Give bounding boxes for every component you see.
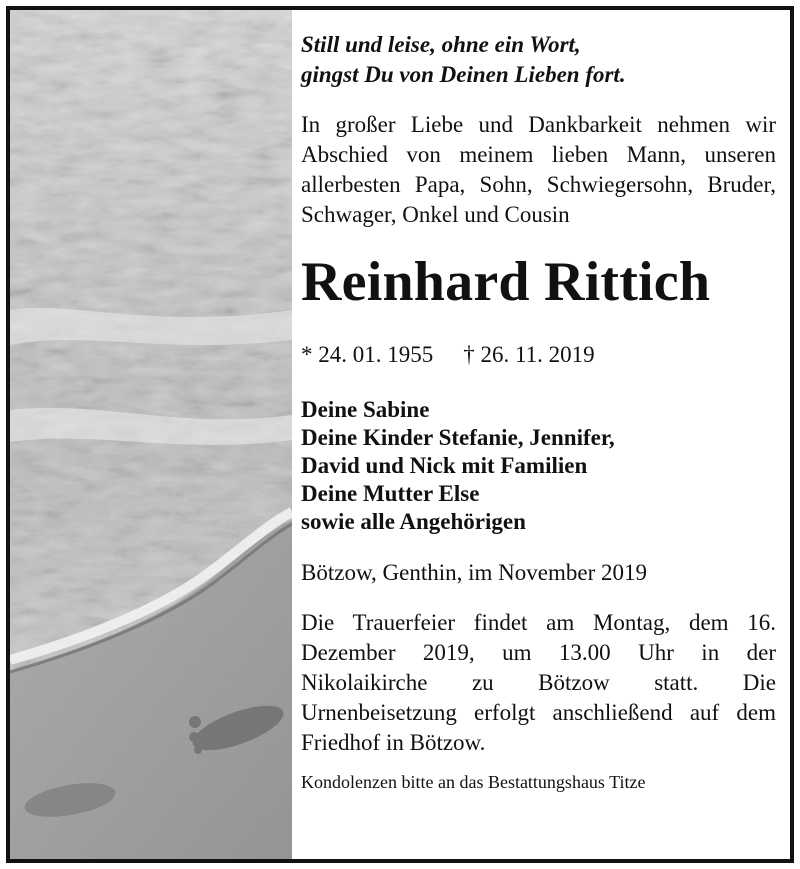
- mourner-line: Deine Mutter Else: [301, 481, 480, 506]
- life-dates: [301, 340, 776, 370]
- condolence-note: Kondolenzen bitte an das Bestattungshaus Titze: [301, 772, 646, 792]
- birth-date: * 24. 01. 1955: [301, 342, 434, 367]
- deceased-name: Reinhard Rittich: [301, 251, 711, 313]
- motto: [301, 30, 776, 90]
- mourner-line: sowie alle Angehörigen: [301, 509, 526, 534]
- mourner-line: David und Nick mit Familien: [301, 453, 588, 478]
- intro-text: In großer Liebe und Dankbarkeit nehmen wir Abschied von meinem lieben Mann, unseren allerbesten Papa, Sohn, Schwiegersohn, Bruder, Schwager, Onkel und Cousin: [301, 112, 776, 227]
- motto-line: gingst Du von Deinen Lieben fort.: [301, 62, 626, 87]
- place-date: Bötzow, Genthin, im November 2019: [301, 560, 648, 585]
- funeral-info: Die Trauerfeier findet am Montag, dem 16. Dezember 2019, um 13.00 Uhr in der Nikolaikirche zu Bötzow statt. Die Urnenbeisetzung erfolgt anschließend auf dem Friedhof in Bötzow.: [301, 610, 776, 755]
- mourner-line: Deine Sabine: [301, 397, 430, 422]
- motto-line: Still und leise, ohne ein Wort,: [301, 32, 581, 57]
- mourners-list: [301, 396, 776, 536]
- obituary-notice: [6, 6, 794, 863]
- mourner-line: Deine Kinder Stefanie, Jennifer,: [301, 425, 615, 450]
- notice-text: [301, 30, 776, 794]
- beach-footprints-photo: [10, 10, 292, 859]
- death-date: † 26. 11. 2019: [463, 342, 595, 367]
